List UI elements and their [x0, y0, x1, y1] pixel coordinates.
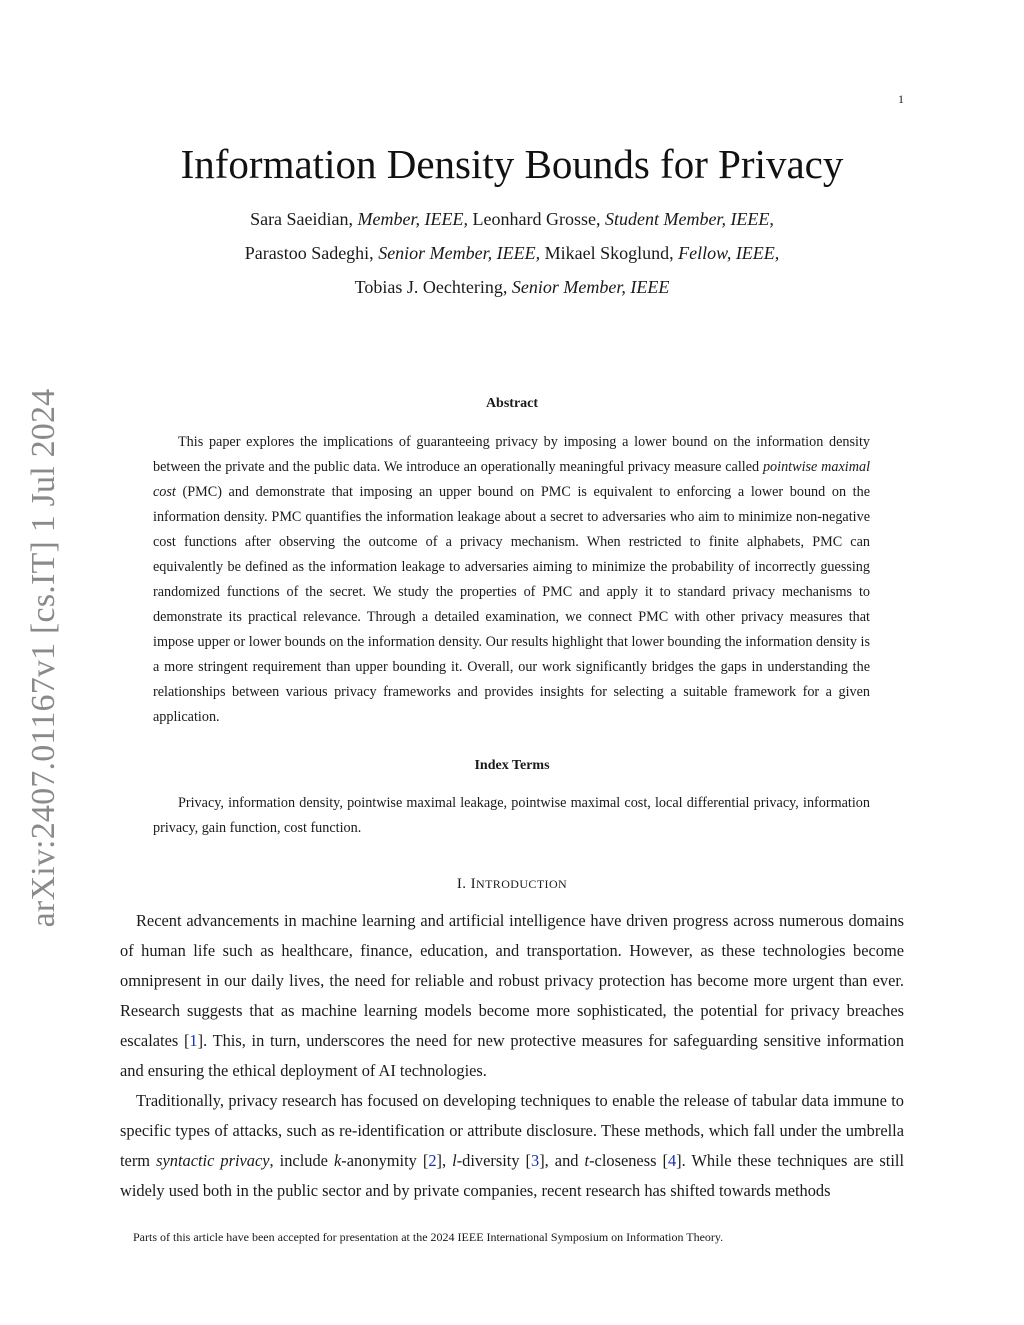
author-line-1 — [0, 209, 1024, 230]
abstract-heading: Abstract — [485, 396, 539, 411]
intro-text: ], — [436, 1151, 447, 1170]
section-title-initial: I — [470, 876, 477, 892]
introduction-heading — [0, 876, 1024, 893]
intro-text: -anonymity [ — [341, 1151, 429, 1170]
intro-text: Traditionally, privacy research has focused on developing techniques to enable the release of tabular data immune to specific types of attacks, such as re-identification or attribute disclosure. These methods, which fall under the umbrella term — [120, 1091, 904, 1170]
author-name: Sara Saeidian, — [250, 209, 354, 229]
author-role: Senior Member, IEEE — [511, 277, 670, 297]
footnote: Parts of this article have been accepted for presentation at the 2024 IEEE International Symposium on Information Theory. — [133, 1230, 724, 1244]
arxiv-identifier: arXiv:2407.01167v1 [cs.IT] 1 Jul 2024 — [25, 388, 62, 928]
citation-link[interactable]: 1 — [189, 1031, 198, 1050]
author-role: Student Member, IEEE, — [604, 209, 774, 229]
math-l: l — [452, 1151, 457, 1170]
author-line-2 — [0, 243, 1024, 264]
index-terms-text: Privacy, information density, pointwise maximal leakage, pointwise maximal cost, local differential privacy, information privacy, gain function, cost function. — [153, 795, 870, 836]
math-k: k — [333, 1151, 342, 1170]
intro-text: -diversity [ — [456, 1151, 532, 1170]
abstract-body — [153, 430, 870, 730]
author-name: Tobias J. Oechtering, — [354, 277, 508, 297]
author-role: Senior Member, IEEE, — [378, 243, 541, 263]
author-name: Mikael Skoglund, — [544, 243, 674, 263]
paper-title: Information Density Bounds for Privacy — [180, 141, 844, 187]
intro-text: ], and — [539, 1151, 579, 1170]
section-numeral: I. — [456, 876, 467, 892]
section-title-rest: NTRODUCTION — [476, 877, 568, 891]
author-name: Leonhard Grosse, — [472, 209, 601, 229]
page-number: 1 — [898, 92, 904, 106]
intro-text: , include — [269, 1151, 328, 1170]
citation-link[interactable]: 3 — [531, 1151, 540, 1170]
intro-text: Recent advancements in machine learning and artificial intelligence have driven progress across numerous domains of human life such as healthcare, finance, education, and transportation. However, as these technologies become omnipresent in our daily lives, the need for reliable and robust privacy protection has become more urgent than ever. Research suggests that as machine learning models become more sophisticated, the potential for privacy breaches escalates [ — [120, 911, 904, 1050]
intro-paragraph-1 — [120, 906, 904, 1086]
index-terms-body — [153, 791, 870, 841]
intro-text: ]. While these techniques are still widely used both in the public sector and by private companies, recent research has shifted towards methods — [120, 1151, 905, 1200]
intro-term: syntactic privacy — [156, 1151, 270, 1170]
intro-text: -closeness [ — [589, 1151, 668, 1170]
citation-link[interactable]: 2 — [428, 1151, 437, 1170]
arxiv-sidebar — [24, 388, 64, 928]
intro-paragraph-2 — [120, 1086, 904, 1206]
abstract-text-1: This paper explores the implications of guaranteeing privacy by imposing a lower bound on the information density between the private and the public data. We introduce an operationally meaningful privacy measure called — [153, 434, 870, 475]
index-terms-heading: Index Terms — [474, 758, 550, 773]
author-role: Member, IEEE, — [357, 209, 468, 229]
author-line-3 — [0, 277, 1024, 298]
abstract-text-2: (PMC) and demonstrate that imposing an upper bound on PMC is equivalent to enforcing a lower bound on the information density. PMC quantifies the information leakage about a secret to adversaries who aim to minimize non-negative cost functions after observing the outcome of a privacy mechanism. When restricted to finite alphabets, PMC can equivalently be defined as the information leakage to adversaries aiming to minimize the probability of incorrectly guessing randomized functions of the secret. We study the properties of PMC and apply it to standard privacy mechanisms to demonstrate its practical relevance. Through a detailed examination, we connect PMC with other privacy measures that impose upper or lower bounds on the information density. Our results highlight that lower bounding the information density is a more stringent requirement than upper bounding it. Overall, our work significantly bridges the gaps in understanding the relationships between various privacy frameworks and provides insights for selecting a suitable framework for a given application. — [153, 484, 871, 725]
citation-link[interactable]: 4 — [667, 1151, 677, 1170]
author-role: Fellow, IEEE, — [678, 243, 780, 263]
math-t: t — [584, 1151, 590, 1170]
abstract-term: pointwise maximal cost — [153, 459, 871, 500]
author-name: Parastoo Sadeghi, — [244, 243, 374, 263]
intro-text: ]. This, in turn, underscores the need for new protective measures for safeguarding sensitive information and ensuring the ethical deployment of AI technologies. — [120, 1031, 905, 1080]
